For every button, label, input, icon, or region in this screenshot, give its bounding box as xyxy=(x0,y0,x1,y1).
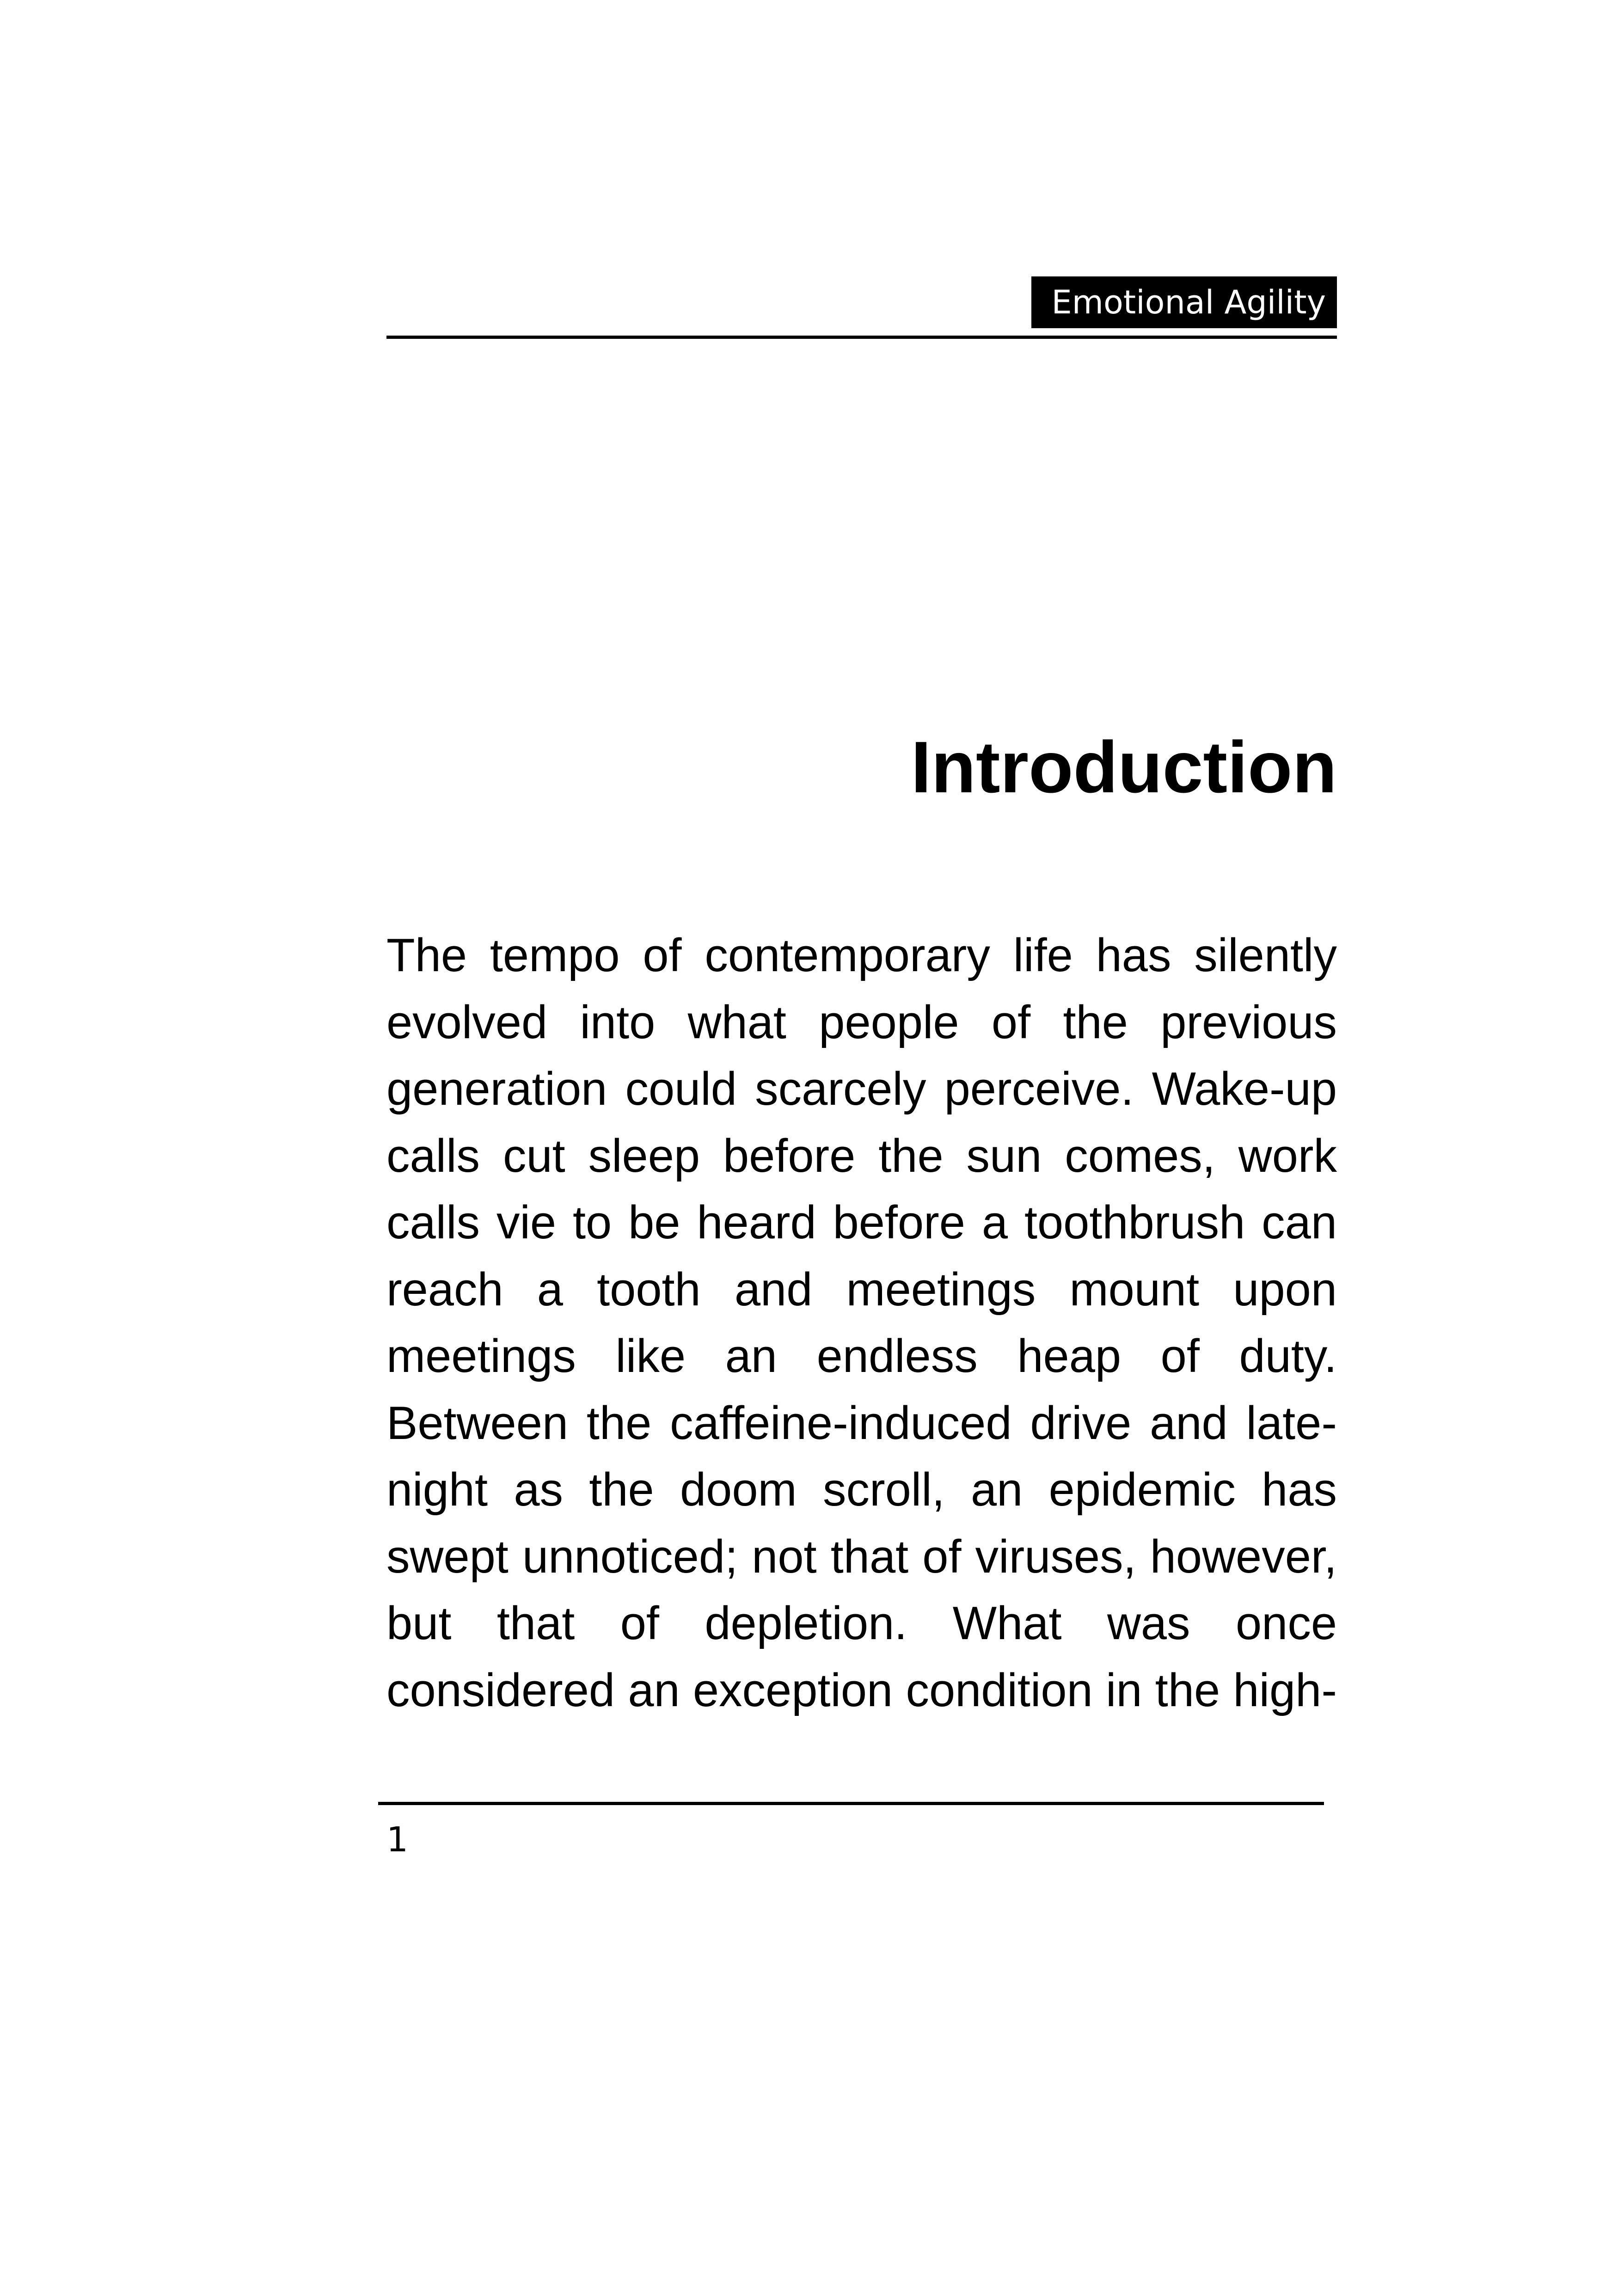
footer-rule xyxy=(378,1802,1324,1805)
running-header xyxy=(386,276,1337,340)
page-number: 1 xyxy=(386,1820,409,1860)
chapter-title: Introduction xyxy=(911,727,1337,808)
header-rule xyxy=(386,336,1337,339)
body-paragraph: The tempo of contemporary life has silently evolved into what people of the previous generation could scarcely perceive. Wake-up calls cut sleep before the sun comes, work calls vie to be heard before a toothbrush can reach a tooth and meetings mount upon meetings like an endless heap of duty. Between the caffeine-induced drive and late-night as the doom scroll, an epidemic has swept unnoticed; not that of viruses, however, but that of depletion. What was once considered an exception condition in the high- xyxy=(386,930,1337,1716)
running-title: Emotional Agility xyxy=(1031,276,1337,328)
